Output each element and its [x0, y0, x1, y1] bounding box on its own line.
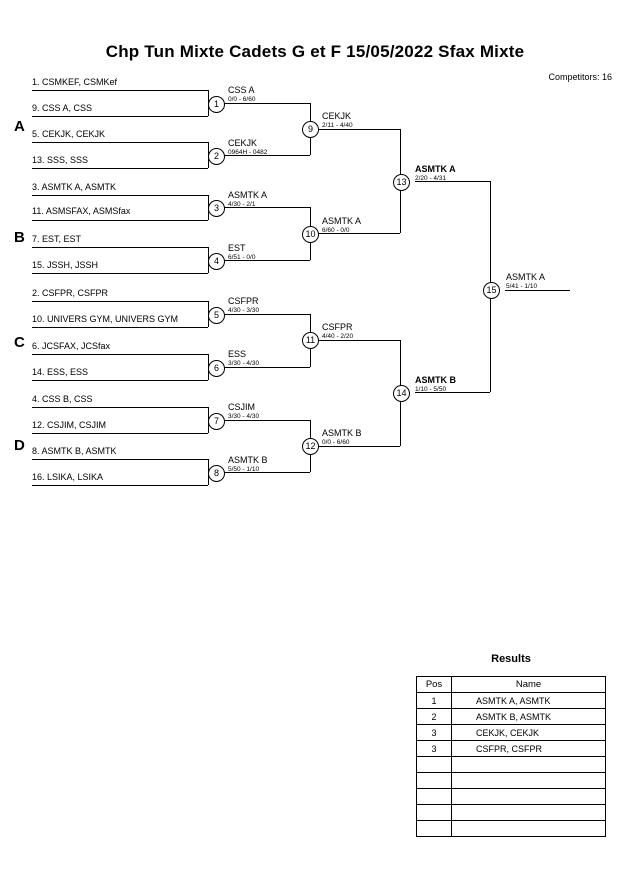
match-score: 5/41 - 1/10	[506, 283, 538, 290]
match-score: 0/0 - 6/60	[228, 96, 256, 103]
bracket-line	[318, 340, 400, 341]
result-name: ASMTK B, ASMTK	[452, 709, 606, 725]
result-name	[452, 773, 606, 789]
match-winner: ESS	[228, 349, 247, 359]
match-node-4[interactable]: 4	[208, 253, 225, 270]
table-row	[417, 725, 606, 741]
bracket-line	[32, 380, 208, 381]
list-item: 13. SSS, SSS	[32, 155, 89, 165]
results-table	[416, 676, 606, 837]
bracket-line	[32, 116, 208, 117]
match-winner: CSFPR	[228, 296, 259, 306]
match-winner: ASMTK A	[322, 216, 362, 226]
match-node-14[interactable]: 14	[393, 385, 410, 402]
result-pos	[417, 757, 452, 773]
match-node-6[interactable]: 6	[208, 360, 225, 377]
match-node-3[interactable]: 3	[208, 200, 225, 217]
bracket-line	[32, 247, 208, 248]
match-winner: ASMTK B	[322, 428, 362, 438]
table-row	[417, 709, 606, 725]
match-node-1[interactable]: 1	[208, 96, 225, 113]
match-score: 6/60 - 0/0	[322, 227, 350, 234]
bracket-line	[32, 327, 208, 328]
list-item: 12. CSJIM, CSJIM	[32, 420, 107, 430]
result-pos: 3	[417, 725, 452, 741]
list-item: 4. CSS B, CSS	[32, 394, 93, 404]
result-name	[452, 805, 606, 821]
match-node-5[interactable]: 5	[208, 307, 225, 324]
bracket-line	[223, 420, 310, 421]
match-winner: EST	[228, 243, 246, 253]
list-item: 8. ASMTK B, ASMTK	[32, 446, 117, 456]
match-score: 2/11 - 4/40	[322, 122, 353, 129]
bracket-line	[223, 103, 310, 104]
list-item: 16. LSIKA, LSIKA	[32, 472, 104, 482]
bracket-line	[32, 220, 208, 221]
match-score: 5/50 - 1/10	[228, 466, 260, 473]
match-score: 1/10 - 5/50	[415, 386, 447, 393]
match-node-11[interactable]: 11	[302, 332, 319, 349]
match-score: 4/40 - 2/20	[322, 333, 354, 340]
group-letter-a: A	[14, 118, 25, 135]
match-winner: CSS A	[228, 85, 255, 95]
group-letter-c: C	[14, 334, 25, 351]
match-score: 6/51 - 0/0	[228, 254, 256, 261]
match-node-8[interactable]: 8	[208, 465, 225, 482]
list-item: 7. EST, EST	[32, 234, 82, 244]
result-name: CSFPR, CSFPR	[452, 741, 606, 757]
match-node-2[interactable]: 2	[208, 148, 225, 165]
result-name	[452, 789, 606, 805]
result-pos	[417, 789, 452, 805]
match-node-7[interactable]: 7	[208, 413, 225, 430]
match-winner: CSFPR	[322, 322, 353, 332]
bracket-line	[223, 367, 310, 368]
match-winner: ASMTK B	[228, 455, 268, 465]
match-winner: CEKJK	[322, 111, 352, 121]
result-pos	[417, 773, 452, 789]
match-score: 3/30 - 4/30	[228, 413, 260, 420]
bracket-line	[32, 168, 208, 169]
column-header-pos: Pos	[417, 677, 452, 693]
match-winner: CSJIM	[228, 402, 255, 412]
bracket-line	[32, 433, 208, 434]
result-pos: 3	[417, 741, 452, 757]
list-item: 9. CSS A, CSS	[32, 103, 93, 113]
match-winner: ASMTK A	[415, 164, 456, 174]
match-score: 0964H - 0482	[228, 149, 268, 156]
match-winner: ASMTK B	[415, 375, 456, 385]
list-item: 2. CSFPR, CSFPR	[32, 288, 109, 298]
result-name: CEKJK, CEKJK	[452, 725, 606, 741]
match-winner: CEKJK	[228, 138, 258, 148]
bracket-line	[32, 195, 208, 196]
group-letter-d: D	[14, 437, 25, 454]
bracket-line	[32, 407, 208, 408]
bracket-line	[223, 314, 310, 315]
match-node-13[interactable]: 13	[393, 174, 410, 191]
list-item: 10. UNIVERS GYM, UNIVERS GYM	[32, 314, 179, 324]
bracket-line	[32, 273, 208, 274]
match-score: 0/0 - 6/60	[322, 439, 350, 446]
group-letter-b: B	[14, 229, 25, 246]
match-winner: ASMTK A	[228, 190, 268, 200]
list-item: 15. JSSH, JSSH	[32, 260, 99, 270]
table-row	[417, 693, 606, 709]
result-pos: 2	[417, 709, 452, 725]
result-pos: 1	[417, 693, 452, 709]
match-node-15[interactable]: 15	[483, 282, 500, 299]
list-item: 1. CSMKEF, CSMKef	[32, 77, 118, 87]
match-score: 3/30 - 4/30	[228, 360, 260, 367]
table-row	[417, 821, 606, 837]
bracket-line	[318, 446, 400, 447]
list-item: 14. ESS, ESS	[32, 367, 89, 377]
match-node-12[interactable]: 12	[302, 438, 319, 455]
column-header-name: Name	[452, 677, 606, 693]
bracket-line	[32, 142, 208, 143]
result-name: ASMTK A, ASMTK	[452, 693, 606, 709]
bracket-line	[32, 485, 208, 486]
list-item: 11. ASMSFAX, ASMSfax	[32, 206, 131, 216]
list-item: 3. ASMTK A, ASMTK	[32, 182, 117, 192]
match-score: 4/30 - 3/30	[228, 307, 260, 314]
table-row	[417, 757, 606, 773]
page-title: Chp Tun Mixte Cadets G et F 15/05/2022 Sfax Mixte	[105, 42, 525, 61]
result-name	[452, 757, 606, 773]
result-pos	[417, 821, 452, 837]
bracket-line	[32, 301, 208, 302]
match-score: 4/30 - 2/1	[228, 201, 256, 208]
bracket-line	[32, 90, 208, 91]
result-pos	[417, 805, 452, 821]
results-title: Results	[491, 653, 531, 665]
match-winner: ASMTK A	[506, 272, 546, 282]
list-item: 5. CEKJK, CEKJK	[32, 129, 106, 139]
table-row	[417, 805, 606, 821]
bracket-line	[318, 129, 400, 130]
match-node-10[interactable]: 10	[302, 226, 319, 243]
table-row	[417, 741, 606, 757]
bracket-line	[505, 290, 570, 291]
table-header-row	[417, 677, 606, 693]
bracket-line	[32, 354, 208, 355]
bracket-line	[32, 459, 208, 460]
match-node-9[interactable]: 9	[302, 121, 319, 138]
competitors-count: Competitors: 16	[548, 72, 612, 82]
match-score: 2/20 - 4/31	[415, 175, 447, 182]
table-row	[417, 789, 606, 805]
table-row	[417, 773, 606, 789]
result-name	[452, 821, 606, 837]
list-item: 6. JCSFAX, JCSfax	[32, 341, 111, 351]
